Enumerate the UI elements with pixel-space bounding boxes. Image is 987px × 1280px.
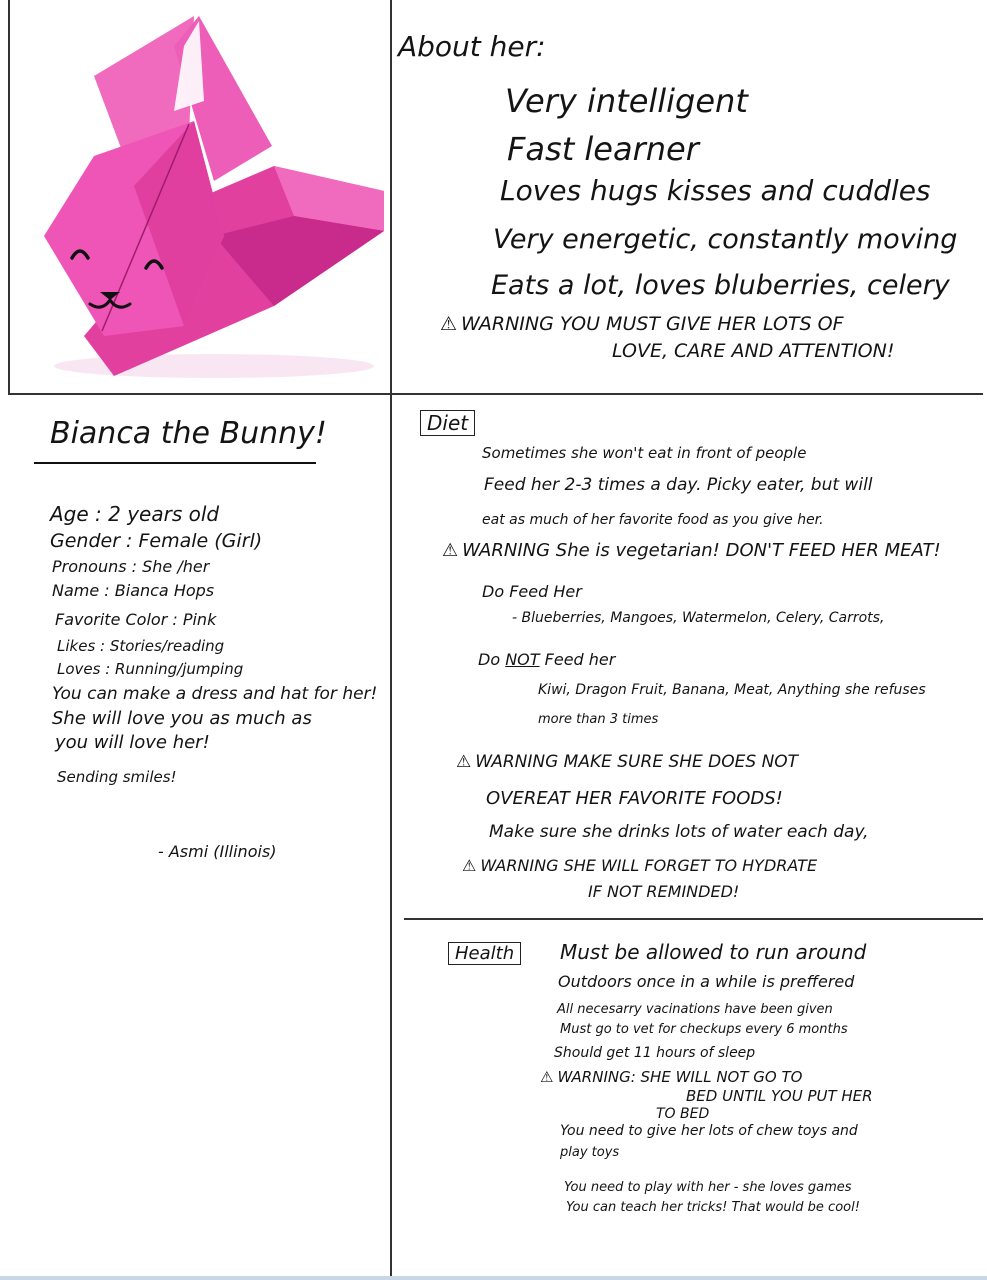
- about-warning-text-1: WARNING YOU MUST GIVE HER LOTS OF: [461, 313, 844, 335]
- diet-warning-2-line-2: OVEREAT HER FAVORITE FOODS!: [486, 788, 783, 809]
- diet-warning-2-line-1: [456, 752, 798, 772]
- field-age: Age : 2 years old: [50, 502, 220, 526]
- health-line-4: Must go to vet for checkups every 6 months: [560, 1022, 848, 1037]
- field-name: Name : Bianca Hops: [52, 581, 215, 600]
- field-pronouns: Pronouns : She /her: [52, 557, 210, 576]
- diet-warning-1-text: WARNING She is vegetarian! DON'T FEED HER MEAT!: [462, 540, 941, 561]
- origami-bunny-illustration: [14, 6, 386, 386]
- do-not-feed-list-1: Kiwi, Dragon Fruit, Banana, Meat, Anything she refuses: [538, 682, 926, 698]
- about-line-3: Loves hugs kisses and cuddles: [500, 174, 931, 207]
- about-heading: About her:: [398, 30, 546, 63]
- do-not-feed-heading: [478, 650, 615, 669]
- about-line-5: Eats a lot, loves bluberries, celery: [491, 270, 950, 301]
- vertical-divider: [390, 0, 392, 1280]
- about-line-4: Very energetic, constantly moving: [493, 224, 958, 255]
- do-feed-list: - Blueberries, Mangoes, Watermelon, Celery, Carrots,: [512, 610, 885, 626]
- do-not-feed-not: NOT: [505, 650, 540, 669]
- about-warning-line-1: [440, 313, 844, 335]
- profile-note-1: You can make a dress and hat for her!: [52, 684, 378, 704]
- bottom-border: [0, 1276, 987, 1280]
- field-favorite-color: Favorite Color : Pink: [55, 610, 217, 629]
- field-loves: Loves : Running/jumping: [57, 660, 244, 678]
- warning-triangle-icon: ⚠: [540, 1068, 554, 1086]
- health-line-5: Should get 11 hours of sleep: [554, 1045, 756, 1061]
- diet-line-3: eat as much of her favorite food as you give her.: [482, 512, 824, 528]
- diet-health-divider: [404, 918, 983, 920]
- health-line-6: You need to give her lots of chew toys and: [560, 1123, 858, 1139]
- diet-drinks: Make sure she drinks lots of water each day,: [489, 822, 869, 842]
- title-underline: [34, 462, 316, 464]
- left-border: [8, 0, 10, 394]
- diet-warning-3-line-2: IF NOT REMINDED!: [588, 882, 740, 901]
- do-not-feed-suffix: Feed her: [544, 650, 616, 669]
- do-feed-heading: Do Feed Her: [482, 582, 582, 601]
- do-not-feed-list-2: more than 3 times: [538, 712, 659, 727]
- warning-triangle-icon: ⚠: [440, 313, 458, 335]
- health-warning-line-3: TO BED: [656, 1106, 710, 1122]
- field-gender: Gender : Female (Girl): [50, 530, 263, 552]
- warning-triangle-icon: ⚠: [462, 856, 477, 875]
- about-line-2: Fast learner: [507, 130, 699, 168]
- profile-note-2: She will love you as much as: [52, 708, 312, 729]
- health-line-8: You need to play with her - she loves games: [564, 1180, 852, 1195]
- health-warning-line-1: [540, 1068, 802, 1086]
- horizontal-divider: [8, 393, 983, 395]
- about-line-1: Very intelligent: [505, 82, 748, 120]
- health-label: Health: [448, 942, 521, 965]
- field-likes: Likes : Stories/reading: [57, 637, 225, 655]
- health-line-1: Must be allowed to run around: [560, 940, 867, 964]
- health-line-9: You can teach her tricks! That would be cool!: [566, 1200, 860, 1215]
- bunny-image: [14, 6, 386, 386]
- diet-warning-2-text: WARNING MAKE SURE SHE DOES NOT: [475, 752, 799, 772]
- health-line-7: play toys: [560, 1145, 620, 1160]
- diet-warning-3-line-1: [462, 856, 817, 875]
- diet-warning-3-text: WARNING SHE WILL FORGET TO HYDRATE: [480, 856, 818, 875]
- warning-triangle-icon: ⚠: [442, 540, 459, 561]
- profile-note-3: you will love her!: [55, 732, 210, 753]
- diet-line-1: Sometimes she won't eat in front of people: [482, 444, 807, 462]
- diet-line-2: Feed her 2-3 times a day. Picky eater, but will: [484, 475, 873, 495]
- profile-title: Bianca the Bunny!: [50, 416, 327, 451]
- diet-warning-1: [442, 540, 941, 561]
- about-warning-line-2: LOVE, CARE AND ATTENTION!: [612, 340, 895, 362]
- health-line-3: All necesarry vacinations have been given: [557, 1002, 833, 1017]
- health-line-2: Outdoors once in a while is preffered: [558, 972, 855, 991]
- warning-triangle-icon: ⚠: [456, 752, 472, 772]
- profile-sending: Sending smiles!: [57, 768, 177, 786]
- diet-label: Diet: [420, 410, 475, 436]
- health-warning-text-1: WARNING: SHE WILL NOT GO TO: [557, 1068, 803, 1086]
- do-not-feed-prefix: Do: [478, 650, 501, 669]
- profile-signature: - Asmi (Illinois): [158, 842, 277, 861]
- health-warning-line-2: BED UNTIL YOU PUT HER: [686, 1087, 873, 1105]
